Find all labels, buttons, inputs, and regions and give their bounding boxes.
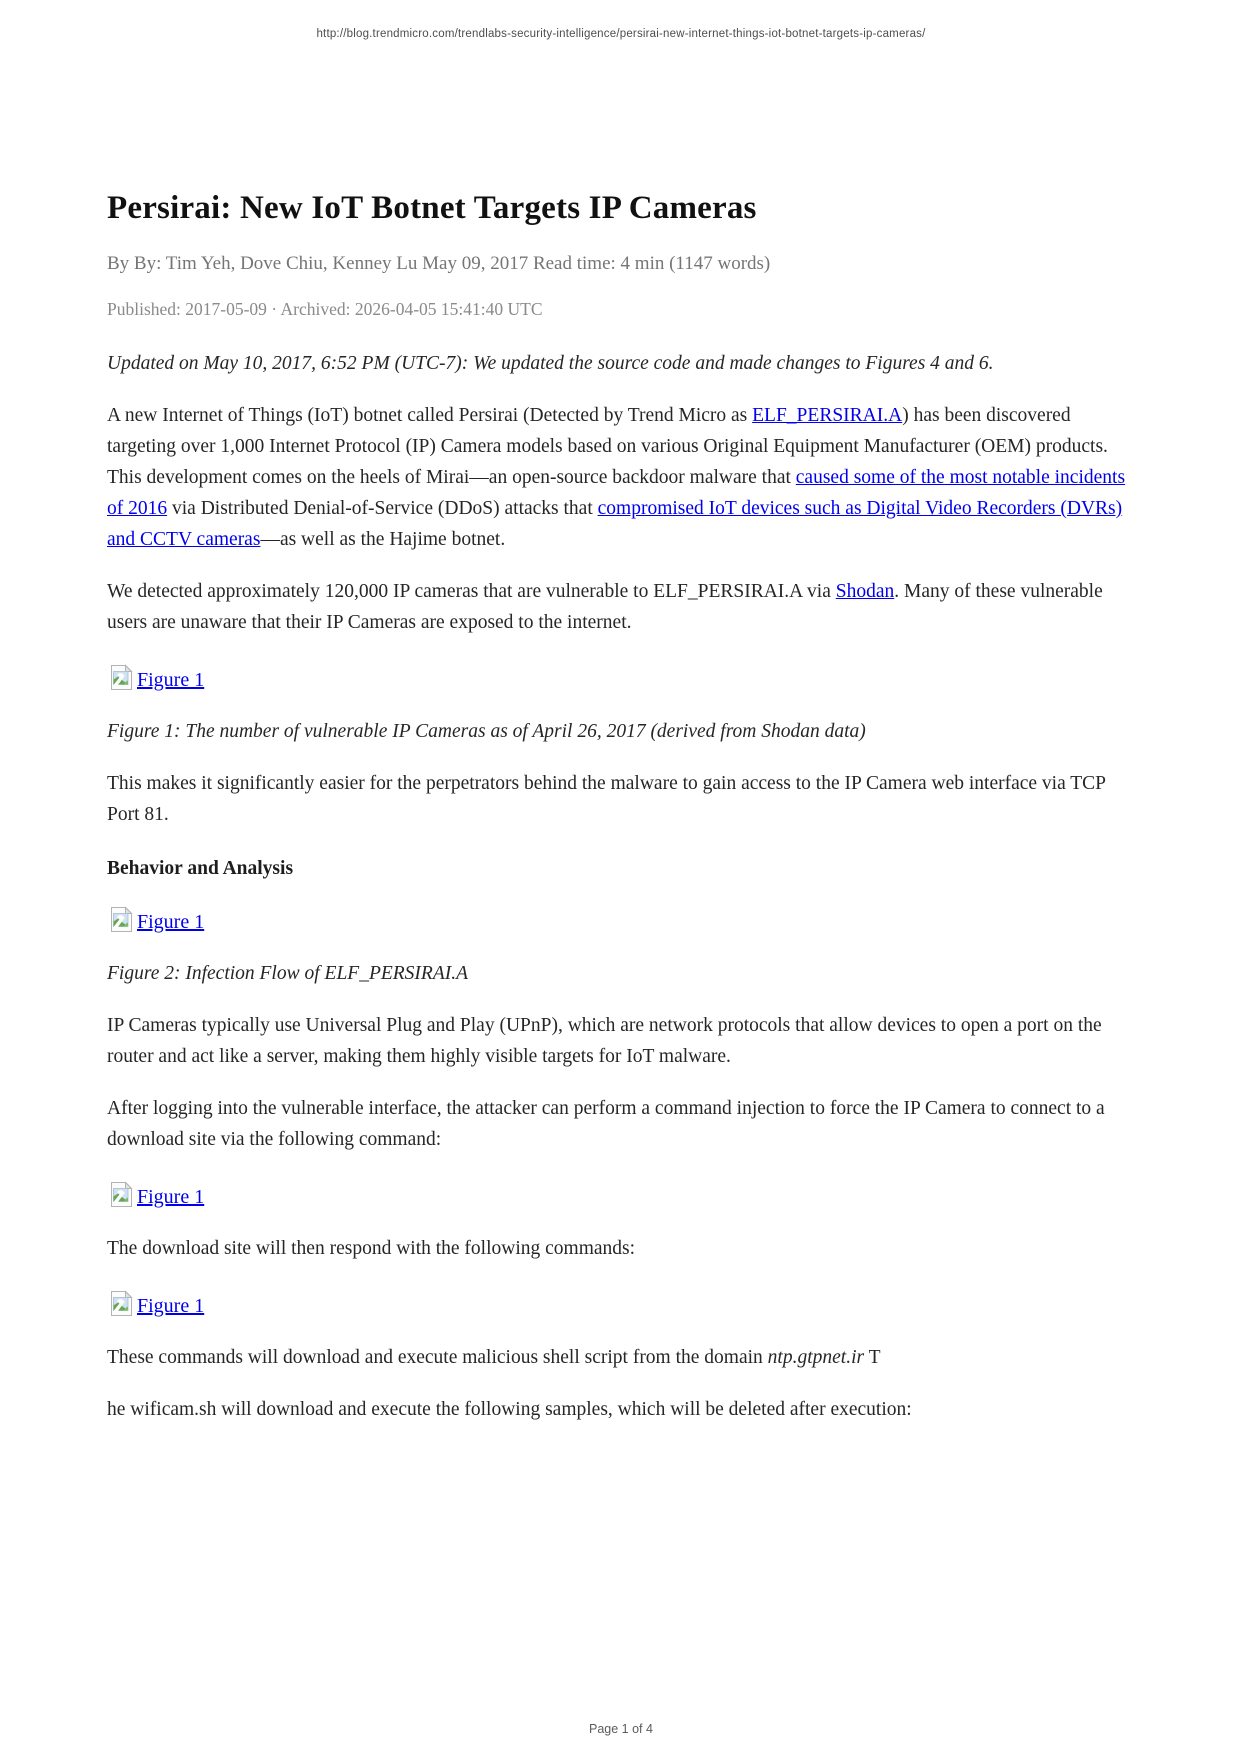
inline-link[interactable]: Shodan (835, 581, 895, 602)
print-header-url: http://blog.trendmicro.com/trendlabs-security-intelligence/persirai-new-internet-things-iot-botnet-targets-ip-cameras/ (316, 28, 926, 40)
broken-image-icon-wrap (107, 663, 136, 692)
text-run: The download site will then respond with the following commands: (107, 1238, 636, 1259)
text-run: These commands will download and execute malicious shell script from the domain (107, 1347, 768, 1368)
text-run: IP Cameras typically use Universal Plug and Play (UPnP), which are network protocols that allow devices to open a port on the router and act like a server, making them highly visible targets for IoT malware. (107, 1015, 1102, 1067)
published-archived-line: Published: 2017-05-09 · Archived: 2026-04-05 15:41:40 UTC (107, 299, 543, 319)
text-run: . Many of these vulnerable users are unaware that their IP Cameras are exposed to the internet. (107, 581, 1103, 633)
text-run: We detected approximately 120,000 IP cameras that are vulnerable to ELF_PERSIRAI.A via (107, 581, 836, 602)
figure-link[interactable]: Figure 1 (137, 1295, 205, 1317)
inline-link[interactable]: compromised IoT devices such as Digital Video Recorders (DVRs) and CCTV cameras (107, 498, 1123, 550)
page-title: Persirai: New IoT Botnet Targets IP Cameras (107, 190, 757, 226)
broken-image-icon-wrap (107, 905, 136, 934)
paragraph (107, 1093, 1137, 1155)
text-run: Updated on May 10, 2017, 6:52 PM (UTC-7): We updated the source code and made changes to Figures 4 and 6. (107, 353, 994, 374)
inline-link[interactable]: ELF_PERSIRAI.A (752, 405, 903, 426)
figure-placeholder (107, 1288, 1137, 1318)
text-run: A new Internet of Things (IoT) botnet called Persirai (Detected by Trend Micro as (107, 405, 753, 426)
text-run: via Distributed Denial-of-Service (DDoS) attacks that (167, 498, 598, 519)
byline: By By: Tim Yeh, Dove Chiu, Kenney Lu May 09, 2017 Read time: 4 min (1147 words) (107, 253, 771, 274)
broken-image-icon (107, 663, 136, 692)
figure-caption: Figure 1: The number of vulnerable IP Cameras as of April 26, 2017 (derived from Shodan data) (107, 721, 866, 742)
broken-image-icon-wrap (107, 1180, 136, 1209)
paragraph (107, 1342, 1137, 1373)
page-number-footer: Page 1 of 4 (589, 1722, 653, 1736)
paragraph (107, 576, 1137, 638)
broken-image-icon (107, 1289, 136, 1318)
broken-image-icon-wrap (107, 1289, 136, 1318)
paragraph (107, 348, 1137, 379)
broken-image-icon (107, 1180, 136, 1209)
figure-placeholder (107, 904, 1137, 934)
figure-placeholder (107, 662, 1137, 692)
text-run: This makes it significantly easier for the perpetrators behind the malware to gain access to the IP Camera web interface via TCP Port 81. (107, 773, 1106, 825)
text-run: —as well as the Hajime botnet. (260, 529, 506, 550)
text-run: he wificam.sh will download and execute the following samples, which will be deleted after execution: (107, 1399, 912, 1420)
italic-text: ntp.gtpnet.ir (767, 1347, 865, 1368)
broken-image-icon (107, 905, 136, 934)
article-body (107, 348, 1137, 1425)
text-run: T (864, 1347, 881, 1368)
figure-link[interactable]: Figure 1 (137, 669, 205, 691)
paragraph (107, 768, 1137, 830)
section-heading: Behavior and Analysis (107, 858, 294, 879)
paragraph (107, 1010, 1137, 1072)
figure-caption: Figure 2: Infection Flow of ELF_PERSIRAI.A (107, 963, 469, 984)
paragraph (107, 1233, 1137, 1264)
text-run: After logging into the vulnerable interface, the attacker can perform a command injection to force the IP Camera to connect to a download site via the following command: (107, 1098, 1105, 1150)
figure-link[interactable]: Figure 1 (137, 911, 205, 933)
paragraph (107, 400, 1137, 555)
paragraph (107, 1394, 1137, 1425)
figure-placeholder (107, 1179, 1137, 1209)
text-run: ) has been discovered targeting over 1,000 Internet Protocol (IP) Camera models based on various Original Equipment Manufacturer (OEM) products. This development comes on the heels of Mirai—an open-source backdoor malware that (107, 405, 1108, 488)
inline-link[interactable]: caused some of the most notable incidents of 2016 (107, 467, 1126, 519)
figure-link[interactable]: Figure 1 (137, 1186, 205, 1208)
article (107, 190, 1137, 1446)
